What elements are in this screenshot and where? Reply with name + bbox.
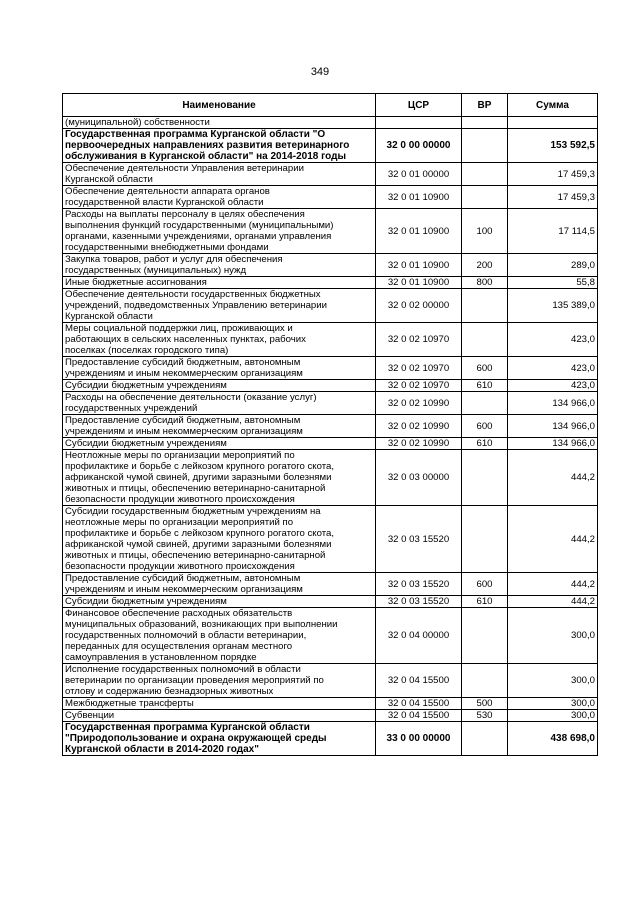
table-row — [63, 438, 598, 450]
cell-csr: 32 0 03 15520 — [376, 596, 462, 608]
table-row — [63, 323, 598, 357]
cell-vr — [462, 664, 508, 698]
cell-csr: 32 0 02 10990 — [376, 415, 462, 438]
cell-sum — [508, 117, 598, 129]
cell-sum: 134 966,0 — [508, 392, 598, 415]
cell-name: (муниципальной) собственности — [63, 117, 376, 129]
table-row — [63, 289, 598, 323]
cell-name: Государственная программа Курганской области "Природопользование и охрана окружающей среды Курганской области в 2014-2020 годах" — [63, 722, 376, 756]
table-header-row — [63, 94, 598, 117]
cell-name: Меры социальной поддержки лиц, проживающих и работающих в сельских населенных пунктах, рабочих поселках (поселках городского типа) — [63, 323, 376, 357]
cell-csr: 32 0 00 00000 — [376, 129, 462, 163]
cell-vr: 200 — [462, 254, 508, 277]
cell-csr: 32 0 04 00000 — [376, 608, 462, 664]
cell-vr — [462, 163, 508, 186]
cell-vr: 600 — [462, 573, 508, 596]
table-row — [63, 380, 598, 392]
cell-csr: 32 0 02 10970 — [376, 357, 462, 380]
table-row — [63, 163, 598, 186]
table-row — [63, 506, 598, 573]
cell-vr — [462, 186, 508, 209]
cell-vr — [462, 392, 508, 415]
cell-sum: 444,2 — [508, 596, 598, 608]
table-row — [63, 117, 598, 129]
cell-vr: 600 — [462, 415, 508, 438]
cell-csr: 32 0 04 15500 — [376, 698, 462, 710]
cell-vr — [462, 289, 508, 323]
cell-name: Неотложные меры по организации мероприятий по профилактике и борьбе с лейкозом крупного рогатого скота, африканской чумой свиней, другими заразными болезнями животных и птицы, обеспечению ветеринарно-санитарной безопасности продукции животного происхождения — [63, 450, 376, 506]
table-row — [63, 710, 598, 722]
cell-name: Межбюджетные трансферты — [63, 698, 376, 710]
cell-vr: 500 — [462, 698, 508, 710]
cell-name: Исполнение государственных полномочий в области ветеринарии по организации проведения мероприятий по отлову и содержанию безнадзорных животных — [63, 664, 376, 698]
header-sum: Сумма — [508, 94, 598, 117]
cell-vr — [462, 608, 508, 664]
cell-csr: 32 0 02 00000 — [376, 289, 462, 323]
cell-sum: 300,0 — [508, 710, 598, 722]
cell-csr: 32 0 03 15520 — [376, 573, 462, 596]
cell-sum: 135 389,0 — [508, 289, 598, 323]
cell-name: Государственная программа Курганской области "О первоочередных направлениях развития ветеринарного обслуживания в Курганской области" на 2014-2018 годы — [63, 129, 376, 163]
cell-sum: 17 114,5 — [508, 209, 598, 254]
cell-sum: 423,0 — [508, 323, 598, 357]
table-row — [63, 698, 598, 710]
cell-sum: 153 592,5 — [508, 129, 598, 163]
cell-sum: 134 966,0 — [508, 438, 598, 450]
cell-sum: 17 459,3 — [508, 163, 598, 186]
cell-csr: 32 0 02 10990 — [376, 392, 462, 415]
cell-csr: 32 0 03 00000 — [376, 450, 462, 506]
table-row — [63, 129, 598, 163]
page-number: 349 — [310, 66, 330, 78]
cell-sum: 300,0 — [508, 608, 598, 664]
cell-name: Обеспечение деятельности аппарата органов государственной власти Курганской области — [63, 186, 376, 209]
cell-name: Иные бюджетные ассигнования — [63, 277, 376, 289]
table-row — [63, 254, 598, 277]
cell-csr: 32 0 04 15500 — [376, 710, 462, 722]
cell-name: Финансовое обеспечение расходных обязательств муниципальных образований, возникающих при выполнении государственных полномочий в области ветеринарии, переданных для осуществления органам местного самоуправления в установленном порядке — [63, 608, 376, 664]
cell-sum: 289,0 — [508, 254, 598, 277]
cell-name: Расходы на выплаты персоналу в целях обеспечения выполнения функций государственными (муниципальными) органами, казенными учреждениями, органами управления государственными внебюджетными фондами — [63, 209, 376, 254]
cell-sum: 423,0 — [508, 380, 598, 392]
cell-sum: 300,0 — [508, 664, 598, 698]
cell-vr: 530 — [462, 710, 508, 722]
cell-name: Расходы на обеспечение деятельности (оказание услуг) государственных учреждений — [63, 392, 376, 415]
cell-name: Предоставление субсидий бюджетным, автономным учреждениям и иным некоммерческим организациям — [63, 357, 376, 380]
cell-csr: 32 0 01 10900 — [376, 209, 462, 254]
cell-name: Предоставление субсидий бюджетным, автономным учреждениям и иным некоммерческим организациям — [63, 415, 376, 438]
table-row — [63, 722, 598, 756]
cell-name: Обеспечение деятельности Управления ветеринарии Курганской области — [63, 163, 376, 186]
cell-vr — [462, 129, 508, 163]
cell-vr: 610 — [462, 596, 508, 608]
cell-vr — [462, 450, 508, 506]
cell-sum: 423,0 — [508, 357, 598, 380]
table-row — [63, 209, 598, 254]
cell-csr: 32 0 04 15500 — [376, 664, 462, 698]
cell-csr — [376, 117, 462, 129]
cell-csr: 32 0 01 10900 — [376, 186, 462, 209]
cell-vr: 600 — [462, 357, 508, 380]
cell-vr — [462, 323, 508, 357]
header-vr: ВР — [462, 94, 508, 117]
cell-name: Предоставление субсидий бюджетным, автономным учреждениям и иным некоммерческим организациям — [63, 573, 376, 596]
cell-sum: 17 459,3 — [508, 186, 598, 209]
header-name: Наименование — [63, 94, 376, 117]
cell-vr: 610 — [462, 438, 508, 450]
budget-table — [62, 93, 598, 756]
cell-name: Субсидии государственным бюджетным учреждениям на неотложные меры по организации мероприятий по профилактике и борьбе с лейкозом крупного рогатого скота, африканской чумой свиней, другими заразными болезнями животных и птицы, обеспечению ветеринарно-санитарной безопасности продукции животного происхождения — [63, 506, 376, 573]
cell-sum: 444,2 — [508, 573, 598, 596]
table-row — [63, 277, 598, 289]
cell-name: Субсидии бюджетным учреждениям — [63, 438, 376, 450]
cell-csr: 32 0 02 10970 — [376, 323, 462, 357]
cell-name: Закупка товаров, работ и услуг для обеспечения государственных (муниципальных) нужд — [63, 254, 376, 277]
cell-csr: 32 0 02 10970 — [376, 380, 462, 392]
cell-sum: 444,2 — [508, 450, 598, 506]
cell-name: Субсидии бюджетным учреждениям — [63, 596, 376, 608]
table-row — [63, 357, 598, 380]
cell-vr: 610 — [462, 380, 508, 392]
cell-name: Субсидии бюджетным учреждениям — [63, 380, 376, 392]
cell-name: Обеспечение деятельности государственных бюджетных учреждений, подведомственных Управлению ветеринарии Курганской области — [63, 289, 376, 323]
cell-vr — [462, 117, 508, 129]
cell-sum: 438 698,0 — [508, 722, 598, 756]
cell-csr: 32 0 01 00000 — [376, 163, 462, 186]
cell-csr: 32 0 01 10900 — [376, 254, 462, 277]
table-row — [63, 664, 598, 698]
table-row — [63, 392, 598, 415]
cell-csr: 32 0 03 15520 — [376, 506, 462, 573]
cell-csr: 33 0 00 00000 — [376, 722, 462, 756]
cell-vr — [462, 722, 508, 756]
cell-csr: 32 0 01 10900 — [376, 277, 462, 289]
cell-vr: 800 — [462, 277, 508, 289]
cell-vr: 100 — [462, 209, 508, 254]
cell-vr — [462, 506, 508, 573]
table-row — [63, 608, 598, 664]
table-row — [63, 415, 598, 438]
header-csr: ЦСР — [376, 94, 462, 117]
cell-sum: 300,0 — [508, 698, 598, 710]
cell-sum: 134 966,0 — [508, 415, 598, 438]
table-row — [63, 186, 598, 209]
table-row — [63, 450, 598, 506]
cell-csr: 32 0 02 10990 — [376, 438, 462, 450]
cell-sum: 444,2 — [508, 506, 598, 573]
table-row — [63, 596, 598, 608]
cell-sum: 55,8 — [508, 277, 598, 289]
table-row — [63, 573, 598, 596]
cell-name: Субвенции — [63, 710, 376, 722]
